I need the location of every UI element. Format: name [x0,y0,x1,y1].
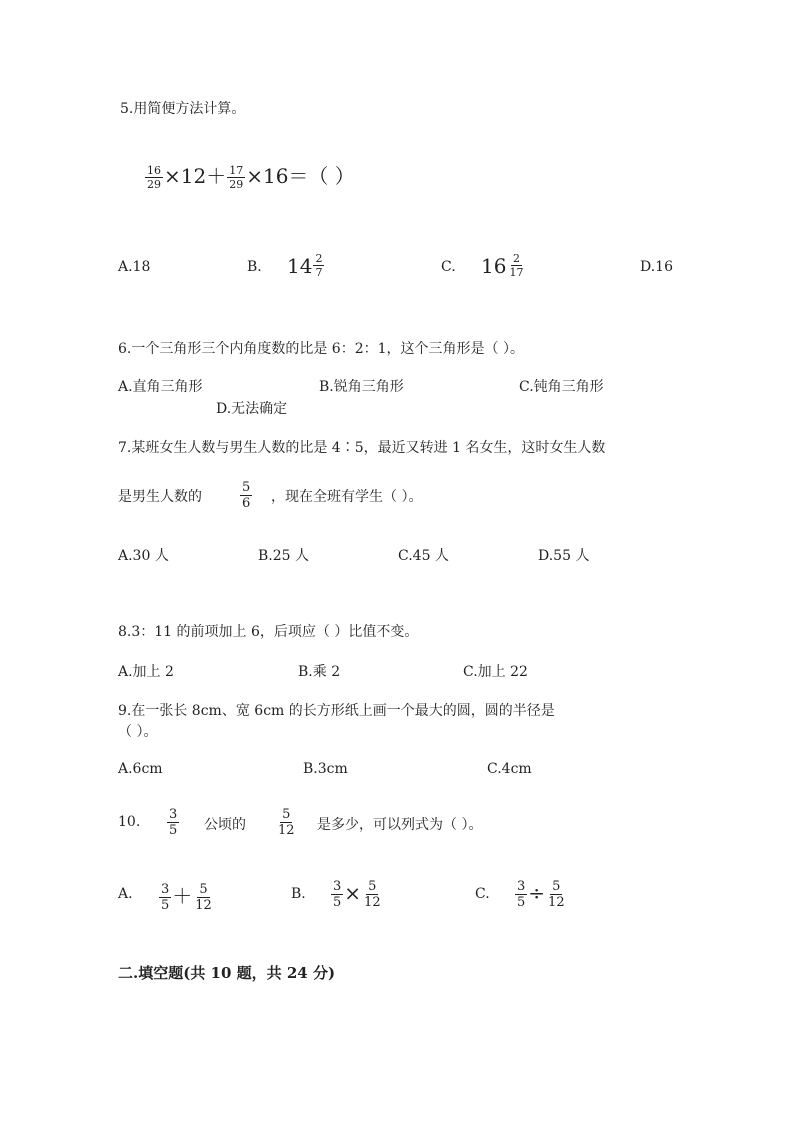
q10-option-b-expr: $\frac{3}{5}$ × $\frac{5}{12}$ [333,879,381,910]
q10-option-c-label[interactable]: C. [475,886,490,902]
fraction: $\frac{16}{29}$ [147,164,161,191]
q10-mid: 公顷的 [204,817,246,833]
q7-option-d[interactable]: D.55 人 [538,548,590,564]
q7-option-b[interactable]: B.25 人 [258,548,310,564]
q5-title: 5.用简便方法计算。 [120,101,246,117]
q6-option-d[interactable]: D.无法确定 [216,401,288,417]
q7-option-c[interactable]: C.45 人 [398,548,449,564]
q10-fraction-2: $\frac{5}{12}$ [278,807,295,838]
q5-option-d[interactable]: D.16 [640,259,673,275]
q9-line2: （ ）。 [118,724,158,740]
q5-option-c-value: 16 $\frac{2}{17}$ [481,252,524,279]
q7-fraction: $\frac{5}{6}$ [242,480,251,511]
q7-option-a[interactable]: A.30 人 [118,548,169,564]
q6-option-b[interactable]: B.锐角三角形 [319,379,404,395]
q7-line1: 7.某班女生人数与男生人数的比是 4∶5，最近又转进 1 名女生，这时女生人数 [118,440,606,456]
q7-line2-post: ，现在全班有学生（ ）。 [271,489,423,505]
q9-option-b[interactable]: B.3cm [303,761,348,777]
q10-option-b-label[interactable]: B. [291,886,306,902]
q6-option-a[interactable]: A.直角三角形 [118,379,203,395]
q10-post: 是多少，可以列式为（ ）。 [317,817,483,833]
q7-line2-pre: 是男生人数的 [118,489,202,505]
q8-option-b[interactable]: B.乘 2 [298,664,341,680]
q5-option-b-label[interactable]: B. [247,259,262,275]
q6-title: 6.一个三角形三个内角度数的比是 6：2：1，这个三角形是（ ）。 [118,341,524,357]
q10-number: 10. [118,814,141,830]
q10-option-c-expr: $\frac{3}{5}$ ÷ $\frac{5}{12}$ [517,879,565,910]
q9-option-a[interactable]: A.6cm [118,761,163,777]
q5-option-c-label[interactable]: C. [441,259,456,275]
section-heading: 二.填空题(共 10 题，共 24 分) [118,964,336,982]
q8-title: 8.3：11 的前项加上 6，后项应（ ）比值不变。 [118,624,419,640]
q5-expression: $\frac{16}{29}$ ×12＋ $\frac{17}{29}$ ×16＝（ ） [147,164,355,191]
q9-line1: 9.在一张长 8cm、宽 6cm 的长方形纸上画一个最大的圆，圆的半径是 [118,703,555,719]
q10-option-a-label[interactable]: A. [118,886,133,902]
fraction: $\frac{17}{29}$ [229,164,244,191]
q6-option-c[interactable]: C.钝角三角形 [519,379,604,395]
q5-option-b-value: 14 $\frac{2}{7}$ [287,252,323,279]
q10-option-a-expr: $\frac{3}{5}$ ＋ $\frac{5}{12}$ [161,882,212,913]
q8-option-a[interactable]: A.加上 2 [118,664,174,680]
q9-option-c[interactable]: C.4cm [487,761,532,777]
q10-fraction-1: $\frac{3}{5}$ [169,807,178,838]
q8-option-c[interactable]: C.加上 22 [463,664,528,680]
q5-option-a[interactable]: A.18 [118,259,151,275]
